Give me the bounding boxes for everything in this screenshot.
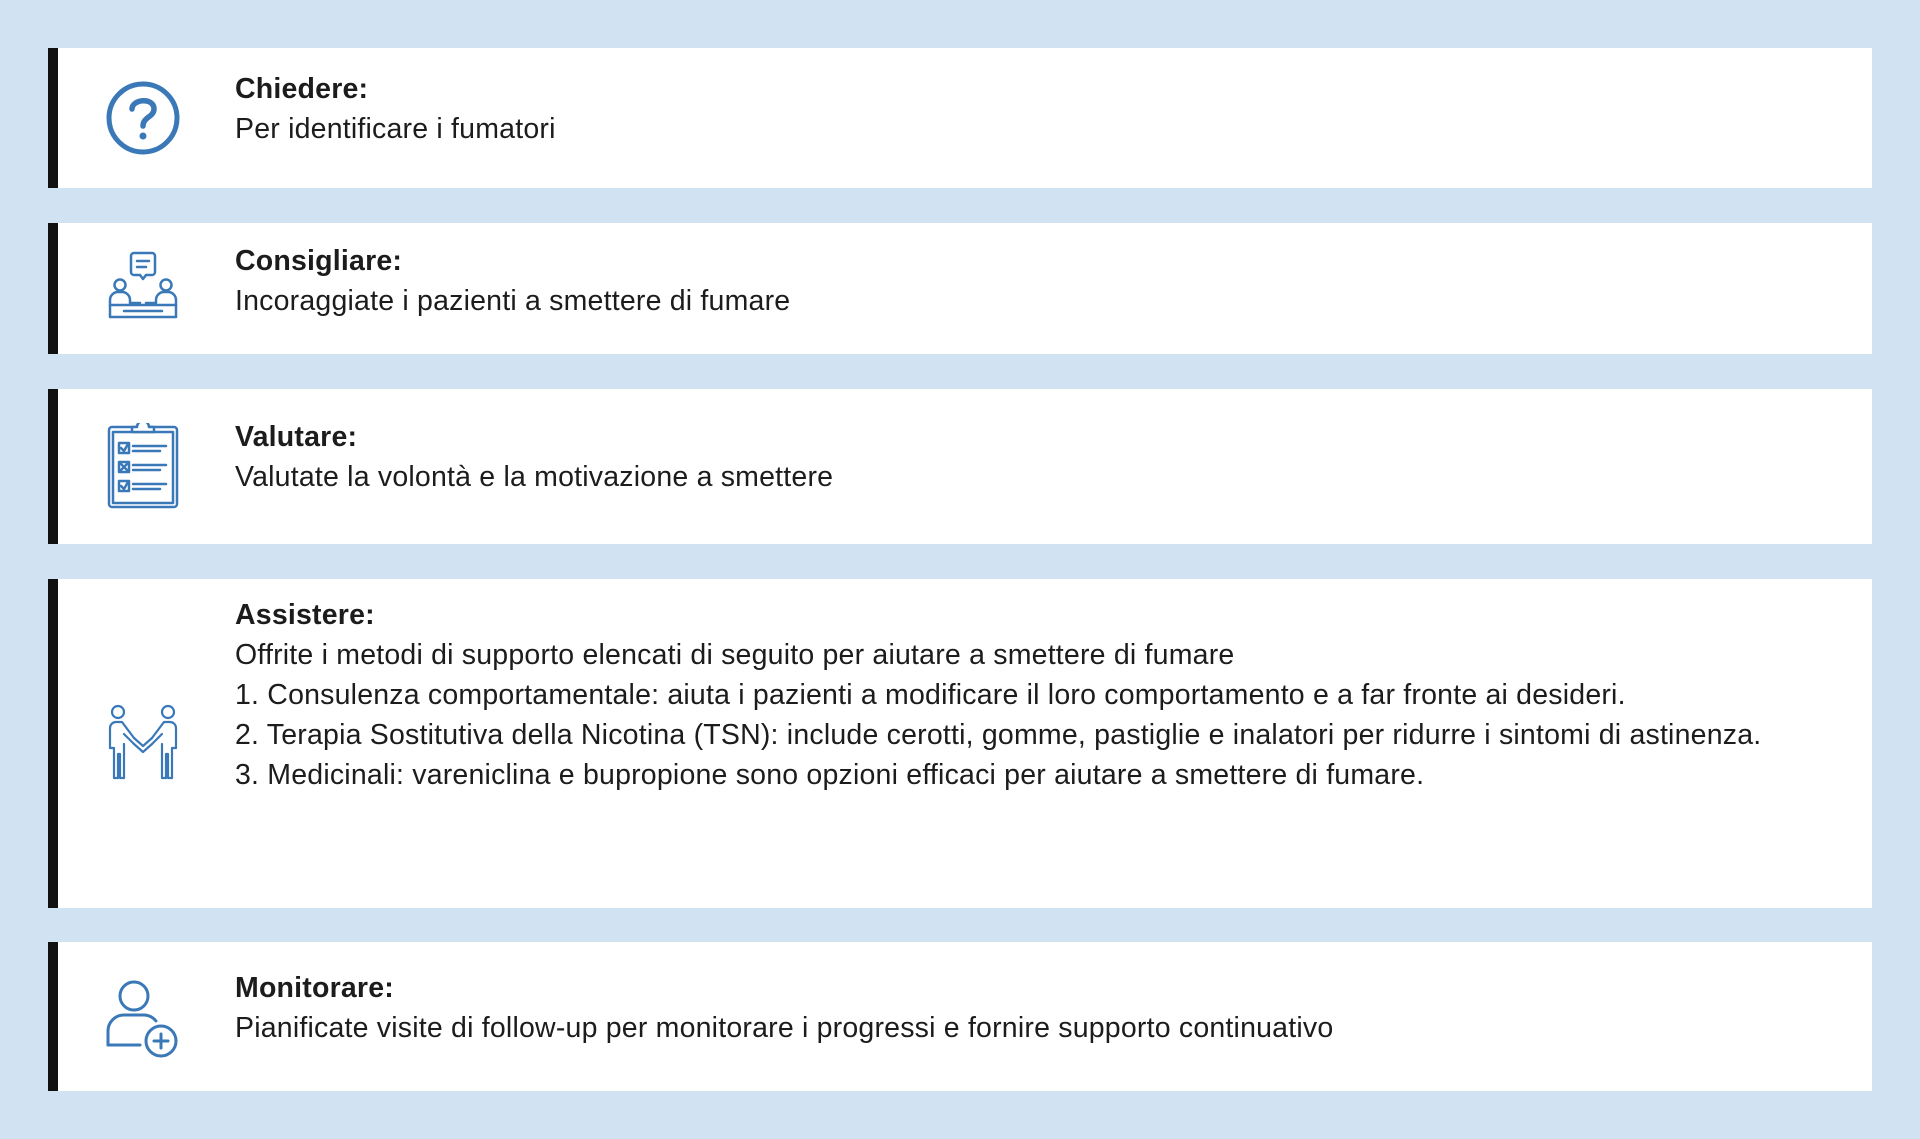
step-text <box>235 241 1792 321</box>
step-title: Chiedere: <box>235 73 369 105</box>
step-description: Offrite i metodi di supporto elencati di seguito per aiutare a smettere di fumare <box>235 639 1235 671</box>
step-text <box>235 417 1792 497</box>
support-methods-list <box>235 675 1792 795</box>
step-title: Assistere: <box>235 599 375 631</box>
list-item: 3. Medicinali: vareniclina e bupropione sono opzioni efficaci per aiutare a smettere di fumare. <box>235 759 1425 791</box>
step-description: Valutate la volontà e la motivazione a smettere <box>235 461 834 493</box>
accent-bar <box>48 48 58 188</box>
list-item: 1. Consulenza comportamentale: aiuta i pazienti a modificare il loro comportamento e a far fronte ai desideri. <box>235 679 1626 711</box>
user-add-icon <box>100 975 186 1061</box>
step-description: Pianificate visite di follow-up per monitorare i progressi e fornire supporto continuativo <box>235 1012 1334 1044</box>
step-description: Per identificare i fumatori <box>235 113 556 145</box>
consultation-icon <box>100 245 186 331</box>
question-circle-icon <box>100 75 186 161</box>
step-card-consigliare <box>48 223 1872 354</box>
step-title: Valutare: <box>235 421 358 453</box>
list-item: 2. Terapia Sostitutiva della Nicotina (TSN): include cerotti, gomme, pastiglie e inalatori per ridurre i sintomi di astinenza. <box>235 719 1762 751</box>
accent-bar <box>48 389 58 544</box>
step-card-assistere <box>48 579 1872 908</box>
step-title: Consigliare: <box>235 245 403 277</box>
two-people-icon <box>100 700 186 786</box>
step-text <box>235 595 1792 795</box>
step-description: Incoraggiate i pazienti a smettere di fumare <box>235 285 791 317</box>
accent-bar <box>48 579 58 908</box>
step-card-chiedere <box>48 48 1872 188</box>
step-text <box>235 69 1792 149</box>
clipboard-checklist-icon <box>100 423 186 509</box>
step-card-monitorare <box>48 942 1872 1091</box>
accent-bar <box>48 223 58 354</box>
accent-bar <box>48 942 58 1091</box>
step-text <box>235 968 1792 1048</box>
step-card-valutare <box>48 389 1872 544</box>
step-title: Monitorare: <box>235 972 394 1004</box>
